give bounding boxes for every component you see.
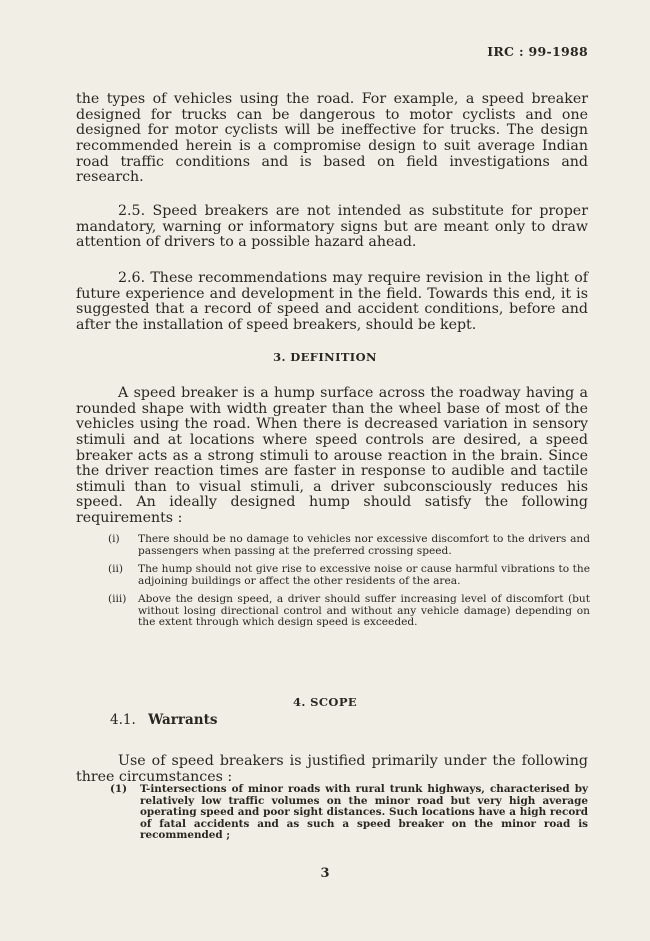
requirements-list [108,534,590,636]
list-item [108,564,590,587]
list-item [110,784,588,842]
list-item [108,534,590,557]
section-heading-definition: 3. DEFINITION [273,350,377,364]
document-reference: IRC : 99-1988 [487,44,588,59]
paragraph-vehicle-types: the types of vehicles using the road. For example, a speed breaker designed for trucks can be dangerous to motor cyclists and one designed for motor cyclists will be ineffective for trucks. The design recommended herein is a compromise design to suit average Indian road traffic conditions and is based on field investigations and research. [76,91,588,186]
list-marker: (iii) [108,593,127,605]
list-item-text: Above the design speed, a driver should suffer increasing level of discomfort (but without losing directional control and without any vehicle damage) depending on the extent through which design speed is exceeded. [138,593,590,628]
subsection-number: 4.1. [110,712,136,728]
list-item-text: The hump should not give rise to excessive noise or cause harmful vibrations to the adjoining buildings or affect the other residents of the area. [138,563,590,587]
subsection-heading-warrants [110,712,217,728]
list-item-text: There should be no damage to vehicles nor excessive discomfort to the drivers and passengers when passing at the preferred crossing speed. [138,533,590,557]
circumstances-list [110,784,588,842]
list-marker: (ii) [108,563,124,575]
list-item-text: T-intersections of minor roads with rural trunk highways, characterised by relatively low traffic volumes on the minor road but very high average operating speed and poor sight distances. Such locations have a high record of fatal accidents and as such a speed breaker on the minor road is recommended ; [140,783,588,841]
paragraph-2-6: 2.6. These recommendations may require revision in the light of future experience and development in the field. Towards this end, it is suggested that a record of speed and accident conditions, before and after the installation of speed breakers, should be kept. [76,270,588,333]
paragraph-definition: A speed breaker is a hump surface across the roadway having a rounded shape with width greater than the wheel base of most of the vehicles using the road. When there is decreased variation in sensory stimuli and at locations where speed controls are desired, a speed breaker acts as a strong stimuli to arouse reaction in the brain. Since the driver reaction times are faster in response to audible and tactile stimuli than to visual stimuli, a driver subconsciously reduces his speed. An ideally designed hump should satisfy the following requirements : [76,385,588,526]
page-number: 3 [320,866,330,881]
subsection-title: Warrants [148,712,218,728]
list-marker: (1) [110,783,128,795]
list-marker: (i) [108,533,120,545]
list-item [108,594,590,629]
section-heading-scope: 4. SCOPE [292,695,358,709]
paragraph-2-5: 2.5. Speed breakers are not intended as substitute for proper mandatory, warning or informatory signs but are meant only to draw attention of drivers to a possible hazard ahead. [76,203,588,251]
paragraph-warrants: Use of speed breakers is justified primarily under the following three circumstances : [76,753,588,785]
